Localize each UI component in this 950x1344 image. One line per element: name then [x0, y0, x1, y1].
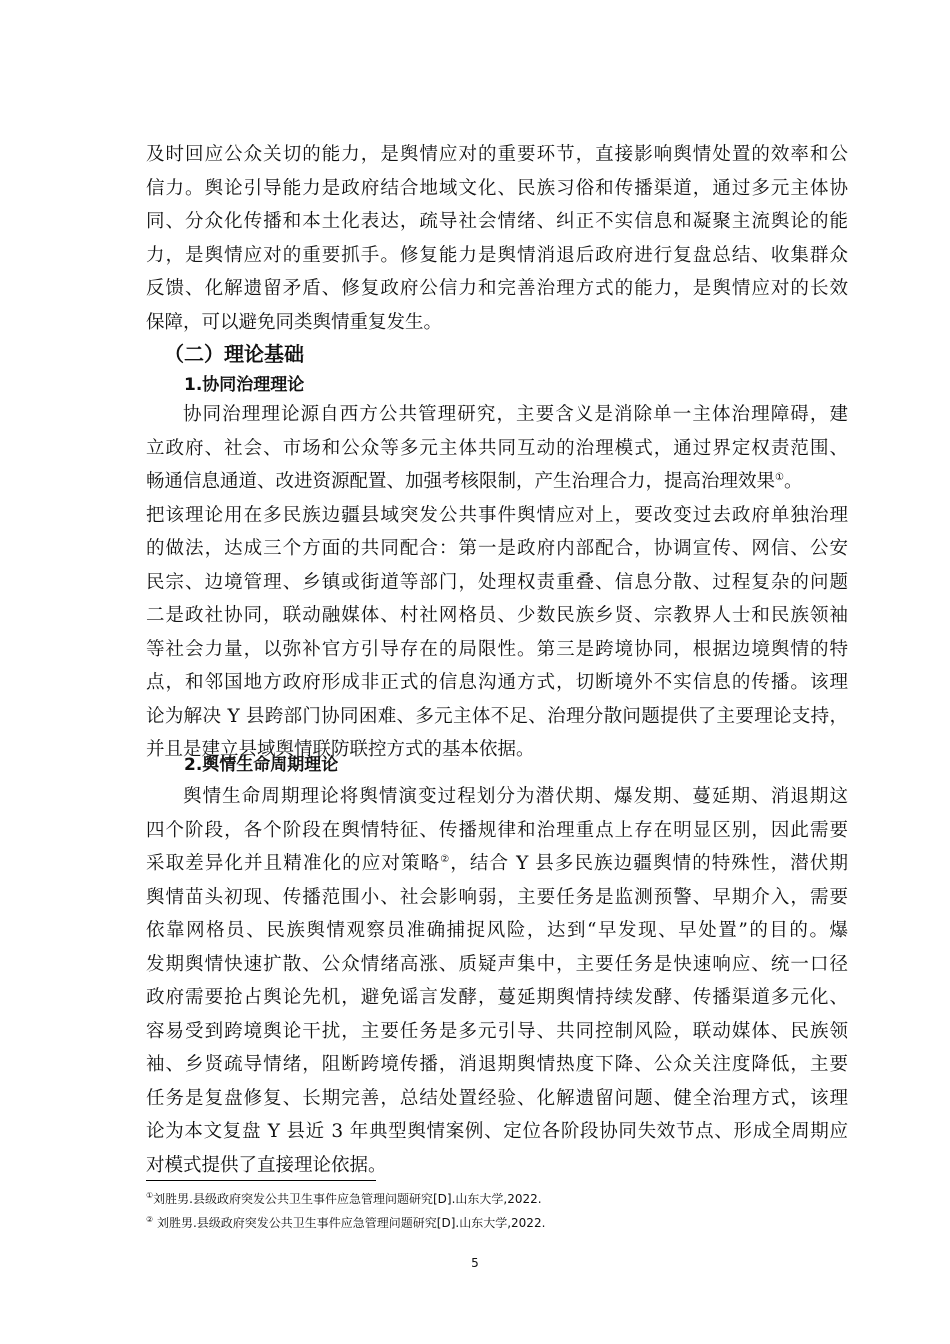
text-line: 立政府、社会、市场和公众等多元主体共同互动的治理模式，通过界定权责范围、 [146, 437, 848, 459]
text-line: 等社会力量，以弥补官方引导存在的局限性。第三是跨境协同，根据边境舆情的特 [146, 638, 848, 660]
text-line: 依靠网格员、民族舆情观察员准确捕捉风险，达到“早发现、早处置”的目的。爆 [146, 920, 848, 941]
text-line: 及时回应公众关切的能力，是舆情应对的重要环节，直接影响舆情处置的效率和公 [146, 144, 848, 165]
text-line: 民宗、边境管理、乡镇或街道等部门，处理权责重叠、信息分散、过程复杂的问题 [146, 571, 848, 593]
footnote-separator [146, 1180, 376, 1181]
text-line: 协同治理理论源自西方公共管理研究，主要含义是消除单一主体治理障碍，建 [183, 404, 848, 425]
text-line: 二是政社协同，联动融媒体、村社网格员、少数民族乡贤、宗教界人士和民族领袖 [146, 605, 848, 626]
subsection-heading-2: 2.舆情生命周期理论 [184, 755, 339, 775]
text-line: 力，是舆情应对的重要抓手。修复能力是舆情消退后政府进行复盘总结、收集群众 [146, 244, 848, 266]
text-line: 同、分众化传播和本土化表达，疏导社会情绪、纠正不实信息和凝聚主流舆论的能 [146, 211, 848, 232]
text-line: 袖、乡贤疏导情绪，阻断跨境传播，消退期舆情热度下降、公众关注度降低，主要 [146, 1054, 848, 1075]
text-line: 舆情苗头初现、传播范围小、社会影响弱，主要任务是监测预警、早期介入，需要 [146, 886, 848, 908]
footnote-text: 刘胜男.县级政府突发公共卫生事件应急管理问题研究[D].山东大学,2022. [153, 1192, 542, 1206]
paragraph-continuation [146, 138, 848, 339]
text-line: 反馈、化解遗留矛盾、修复政府公信力和完善治理方式的能力，是舆情应对的长效 [146, 278, 848, 299]
footnote-mark: ② [146, 1215, 154, 1224]
paragraph-lifecycle-theory [146, 780, 848, 1182]
text-line: 四个阶段，各个阶段在舆情特征、传播规律和治理重点上存在明显区别，因此需要 [146, 819, 848, 841]
text-line: 舆情生命周期理论将舆情演变过程划分为潜伏期、爆发期、蔓延期、消退期这 [183, 786, 848, 807]
footnote-2 [146, 1214, 545, 1231]
footnote-text: 刘胜男.县级政府突发公共卫生事件应急管理问题研究[D].山东大学,2022. [153, 1216, 546, 1230]
text-line: 论为解决 Y 县跨部门协同困难、多元主体不足、治理分散问题提供了主要理论支持， [146, 705, 848, 727]
section-heading: （二）理论基础 [164, 342, 304, 366]
text-line: 把该理论用在多民族边疆县域突发公共事件舆情应对上，要改变过去政府单独治理 [146, 504, 848, 526]
text-line: 点，和邻国地方政府形成非正式的信息沟通方式，切断境外不实信息的传播。该理 [146, 672, 848, 693]
text-line: 论为本文复盘 Y 县近 3 年典型舆情案例、定位各阶段协同失效节点、形成全周期应 [146, 1121, 848, 1142]
text-line: 信力。舆论引导能力是政府结合地域文化、民族习俗和传播渠道，通过多元主体协 [146, 177, 848, 199]
text-line: 保障，可以避免同类舆情重复发生。 [146, 311, 443, 333]
page-number: 5 [471, 1256, 479, 1270]
text-line [146, 465, 848, 499]
footnote-ref-2[interactable]: ② [440, 853, 451, 865]
text-line: 并且是建立县域舆情联防联控方式的基本依据。 [146, 739, 535, 760]
text-span: 畅通信息通道、改进资源配置、加强考核限制，产生治理合力，提高治理效果 [146, 471, 776, 492]
subsection-heading-1: 1.协同治理理论 [184, 375, 305, 395]
footnote-ref-1[interactable]: ① [775, 471, 784, 483]
text-line: 的做法，达成三个方面的共同配合：第一是政府内部配合，协调宣传、网信、公安 [146, 538, 848, 559]
text-line: 任务是复盘修复、长期完善，总结处置经验、化解遗留问题、健全治理方式，该理 [146, 1087, 848, 1109]
text-span: ，结合 Y 县多民族边疆舆情的特殊性，潜伏期 [450, 853, 848, 874]
text-span: 采取差异化并且精准化的应对策略 [146, 853, 441, 874]
text-line: 政府需要抢占舆论先机，避免谣言发酵，蔓延期舆情持续发酵、传播渠道多元化、 [146, 987, 848, 1008]
text-line [146, 847, 848, 881]
footnote-1 [146, 1190, 542, 1207]
text-line: 发期舆情快速扩散、公众情绪高涨、质疑声集中，主要任务是快速响应、统一口径 [146, 953, 848, 975]
text-line: 容易受到跨境舆论干扰，主要任务是多元引导、共同控制风险，联动媒体、民族领 [146, 1020, 848, 1042]
text-span: 。 [783, 471, 803, 492]
paragraph-collaborative-governance [146, 398, 848, 767]
text-line: 对模式提供了直接理论依据。 [146, 1154, 387, 1176]
footnote-mark: ① [146, 1191, 154, 1200]
